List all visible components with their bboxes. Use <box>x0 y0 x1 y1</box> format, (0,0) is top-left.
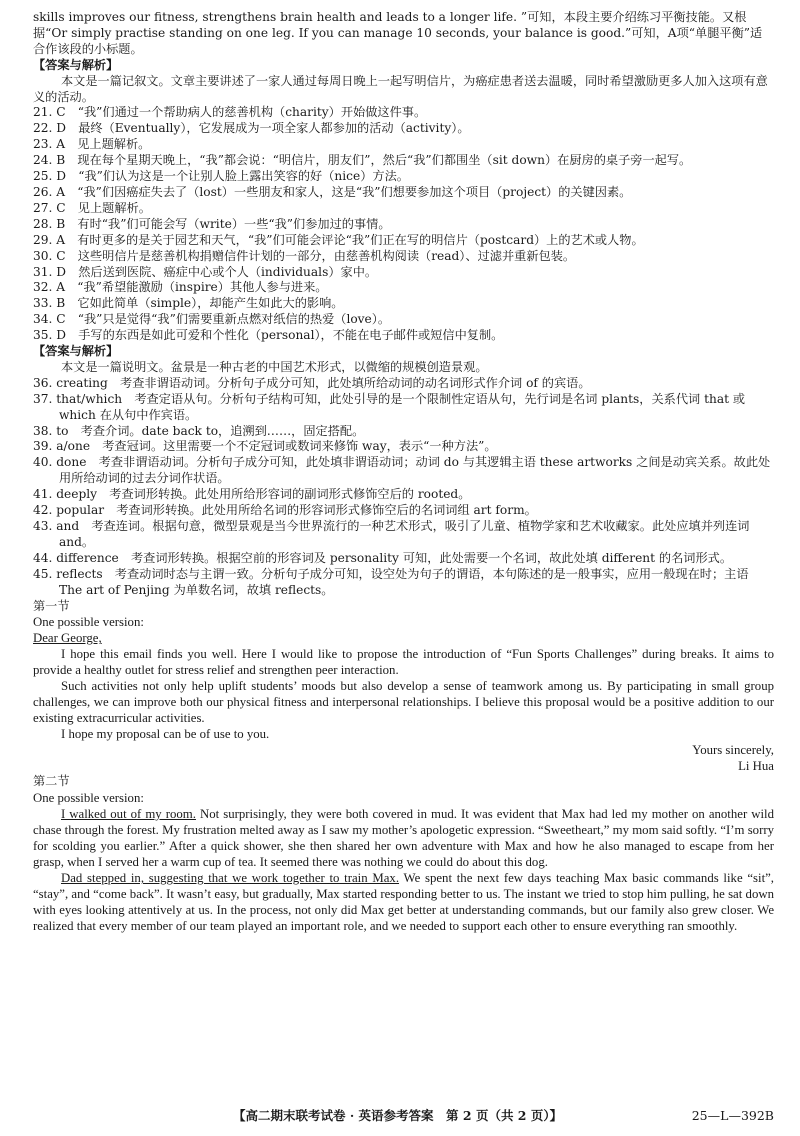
answer-item: 35. D 手写的东西是如此可爱和个性化（personal），不能在电子邮件或短信中复制。 <box>33 328 504 343</box>
answer-item: 44. difference 考查词形转换。根据空前的形容词及 personality 可知，此处需要一个名词，故此处填 different 的名词形式。 <box>33 550 733 565</box>
answer-item: 32. A “我”希望能激励（inspire）其他人参与进来。 <box>33 280 328 295</box>
grammar-answer-list <box>33 376 774 599</box>
answer-item: 26. A “我”们因癌症失去了（lost）一些朋友和家人，这是“我”们想要参加这个项目（project）的关键因素。 <box>33 184 632 199</box>
answer-item: 24. B 现在每个星期天晚上，“我”都会说：“明信片，朋友们”，然后“我”们都围坐（sit down）在厨房的桌子旁一起写。 <box>33 153 692 168</box>
story-given-opening: I walked out of my room. <box>61 807 196 822</box>
passage-explanation-continued: skills improves our fitness, strengthens brain health and leads to a longer life. ”可知，本段主要介绍练习平衡技能。又根据“Or simply practise standing on one leg. If you can manage 10 seconds, your balance is good.”可知，A项“单腿平衡”适合作该段的小标题。 <box>33 10 763 56</box>
section-heading-cloze: 【答案与解析】 <box>33 57 119 72</box>
answer-item: 30. C 这些明信片是慈善机构捐赠信件计划的一部分，由慈善机构阅读（read）、过滤并重新包装。 <box>33 248 576 263</box>
answer-item: 34. C “我”只是觉得“我”们需要重新点燃对纸信的热爱（love）。 <box>33 312 391 327</box>
grammar-summary: 本文是一篇说明文。盆景是一种古老的中国艺术形式，以微缩的规模创造景观。 <box>61 359 488 374</box>
writing-section-2-heading: 第二节 <box>33 774 70 789</box>
story-paragraph-1 <box>33 806 774 870</box>
email-greeting: Dear George, <box>33 631 102 646</box>
answer-item: 39. a/one 考查冠词。这里需要一个不定冠词或数词来修饰 way，表示“一种方法”。 <box>33 439 497 454</box>
answer-item: 31. D 然后送到医院、癌症中心或个人（individuals）家中。 <box>33 264 378 279</box>
email-paragraph: I hope this email finds you well. Here I would like to propose the introduction of “Fun Sports Challenges” during breaks. It aims to provide a healthy outlet for stress relief and strengthen peer interaction. <box>33 647 774 678</box>
email-paragraph: Such activities not only help uplift students’ moods but also develop a sense of teamwork among us. By participating in small group challenges, we can improve both our physical fitness and interpersonal relationships. I believe this proposal would be a positive addition to our existing extracurricular activities. <box>33 679 774 726</box>
footer-title: 【高二期末联考试卷 · 英语参考答案 第 2 页（共 2 页）】 <box>233 1108 563 1123</box>
email-closing: Yours sincerely, <box>692 743 774 758</box>
writing-section-1-heading: 第一节 <box>33 598 70 613</box>
cloze-summary: 本文是一篇记叙文。文章主要讲述了一家人通过每周日晚上一起写明信片，为癌症患者送去温暖，同时希望激励更多人加入这项有意义的活动。 <box>33 73 768 104</box>
answer-item: 40. done 考查非谓语动词。分析句子成分可知，此处填非谓语动词；动词 do 与其逻辑主语 these artworks 之间是动宾关系。故此处用所给动词的过去分词作状语。 <box>33 455 771 486</box>
sample-email <box>33 614 774 774</box>
answer-item: 28. B 有时“我”们可能会写（write）一些“我”们参加过的事情。 <box>33 216 391 231</box>
story-paragraph-2 <box>33 870 774 934</box>
answer-item: 23. A 见上题解析。 <box>33 137 151 152</box>
answer-item: 22. D 最终（Eventually），它发展成为一项全家人都参加的活动（activity）。 <box>33 121 470 136</box>
answer-item: 38. to 考查介词。date back to，追溯到……，固定搭配。 <box>33 423 365 438</box>
answer-item: 21. C “我”们通过一个帮助病人的慈善机构（charity）开始做这件事。 <box>33 105 427 120</box>
answer-item: 36. creating 考查非谓语动词。分析句子成分可知，此处填所给动词的动名词形式作介词 of 的宾语。 <box>33 375 591 390</box>
cloze-answer-list <box>33 105 774 344</box>
email-paragraph: I hope my proposal can be of use to you. <box>61 727 270 742</box>
story-given-opening: Dad stepped in, suggesting that we work together to train Max. <box>61 871 400 886</box>
answer-item: 33. B 它如此简单（simple），却能产生如此大的影响。 <box>33 296 344 311</box>
answer-item: 37. that/which 考查定语从句。分析句子结构可知，此处引导的是一个限制性定语从句，先行词是名词 plants，关系代词 that 或 which 在从句中作宾语。 <box>33 391 746 422</box>
answer-item: 27. C 见上题解析。 <box>33 200 151 215</box>
answer-item: 25. D “我”们认为这是一个让别人脸上露出笑容的好（nice）方法。 <box>33 169 409 184</box>
email-signature: Li Hua <box>738 759 774 774</box>
version-label: One possible version: <box>33 615 144 630</box>
story-text: We spent the next few days teaching Max basic commands like “sit”, “stay”, and “come back”. It wasn’t easy, but gradually, Max started responding better to us. The instant we tried to stop him pulling, he sat down with eyes looking attentively at us. In the process, not only did Max get better at understanding commands, but our family also grew closer. We realized that every member of our team played an important role, and we needed to support each other to ensure everything ran smoothly. <box>33 871 775 934</box>
version-label: One possible version: <box>33 791 144 806</box>
answer-item: 41. deeply 考查词形转换。此处用所给形容词的副词形式修饰空后的 rooted。 <box>33 487 471 502</box>
answer-item: 29. A 有时更多的是关于园艺和天气，“我”们可能会评论“我”们正在写的明信片（postcard）上的艺术或人物。 <box>33 232 644 247</box>
answer-item: 43. and 考查连词。根据句意，微型景观是当今世界流行的一种艺术形式，吸引了儿童、植物学家和艺术收藏家。此处应填并列连词 and。 <box>33 519 750 549</box>
section-heading-grammar: 【答案与解析】 <box>33 344 119 359</box>
sample-story <box>33 790 774 934</box>
answer-item: 45. reflects 考查动词时态与主谓一致。分析句子成分可知，设空处为句子的谓语，本句陈述的是一般事实，应用一般现在时；主语 The art of Penjing 为单数名词，故填 reflects。 <box>33 566 749 597</box>
answer-item: 42. popular 考查词形转换。此处用所给名词的形容词形式修饰空后的名词词组 art form。 <box>33 503 537 518</box>
footer-code: 25—L—392B <box>691 1108 774 1123</box>
story-text: Not surprisingly, they were both covered in mud. It was evident that Max had led my mother on another wild chase through the forest. My frustration melted away as I saw my mother’s apologetic expression. “Sweetheart,” my mom said softly. “I’m sorry for scolding you earlier.” After a quick shower, she then shared her own adventure with Max and how he also managed to escape from her grasp, when I served her a warm cup of tea. It seemed there was nothing we could do about this dog. <box>33 807 774 870</box>
